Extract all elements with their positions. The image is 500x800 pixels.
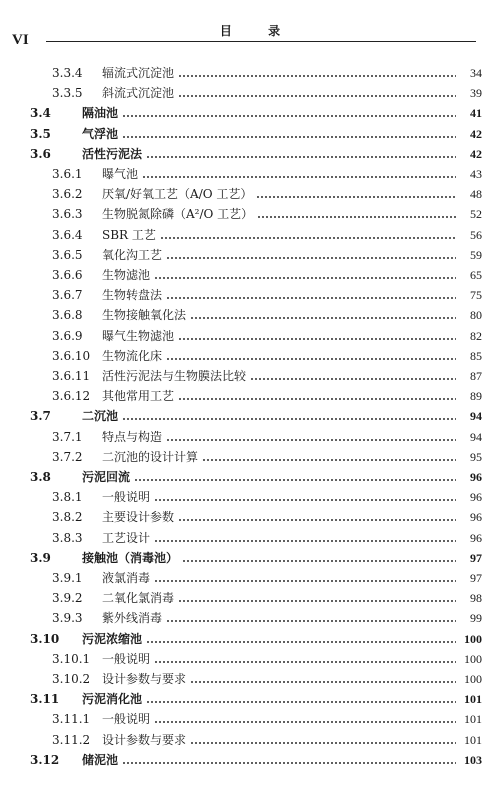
toc-entry-number: 3.9: [30, 550, 51, 565]
toc-entry-title: 接触池（消毒池）: [82, 550, 179, 565]
toc-entry-number: 3.6.6: [52, 268, 83, 282]
toc-entry-page: 101: [464, 692, 482, 707]
toc-entry-title: 气浮池: [82, 126, 119, 141]
toc-entry-title: 设计参数与要求: [102, 732, 187, 747]
toc-entry-title: 辐流式沉淀池: [102, 66, 175, 80]
toc-entry[interactable]: [52, 427, 482, 447]
toc-entry-number: 3.6.8: [52, 308, 83, 323]
toc-entry-title: 隔油池: [82, 106, 119, 121]
toc-leader-dots: [178, 600, 456, 602]
toc-entry-page: 41: [470, 106, 482, 121]
toc-entry-page: 100: [464, 651, 482, 666]
toc-leader-dots: [190, 681, 456, 683]
toc-entry-number: 3.6.7: [52, 288, 83, 303]
toc-entry[interactable]: [52, 164, 482, 184]
toc-entry[interactable]: [52, 63, 482, 83]
toc-entry-page: 103: [464, 752, 482, 767]
toc-entry-title: 一般说明: [102, 490, 151, 505]
toc-entry[interactable]: [52, 245, 482, 265]
toc-entry-page: 43: [470, 167, 482, 181]
toc-entry-page: 99: [470, 611, 482, 626]
toc-entry-number: 3.9.2: [52, 591, 83, 606]
toc-entry[interactable]: [52, 507, 482, 527]
toc-entry[interactable]: [30, 124, 482, 144]
toc-entry[interactable]: [52, 285, 482, 305]
toc-entry[interactable]: [52, 225, 482, 245]
toc-leader-dots: [178, 75, 456, 77]
toc-entry-page: 39: [470, 86, 482, 101]
toc-entry[interactable]: [30, 689, 482, 709]
toc-leader-dots: [182, 560, 456, 562]
toc-entry[interactable]: [52, 669, 482, 689]
toc-entry-page: 75: [470, 288, 482, 303]
toc-entry-number: 3.10.1: [52, 651, 91, 666]
toc-leader-dots: [178, 338, 456, 340]
toc-leader-dots: [146, 641, 456, 643]
toc-entry[interactable]: [30, 548, 482, 568]
toc-entry-number: 3.11.2: [52, 732, 91, 747]
toc-leader-dots: [160, 237, 456, 239]
toc-entry-page: 42: [470, 146, 482, 161]
page-number: VI: [12, 32, 29, 48]
toc-entry-title: 氧化沟工艺: [102, 247, 163, 262]
toc-entry-page: 98: [470, 591, 482, 606]
toc-entry-title: 液氯消毒: [102, 571, 151, 585]
toc-entry-number: 3.10: [30, 631, 60, 646]
toc-entry[interactable]: [52, 649, 482, 669]
toc-entry-number: 3.8.3: [52, 530, 83, 545]
toc-entry-number: 3.9.3: [52, 611, 83, 626]
toc-leader-dots: [190, 317, 456, 319]
toc-leader-dots: [166, 358, 456, 360]
toc-entry[interactable]: [52, 386, 482, 406]
toc-entry-number: 3.6.11: [52, 369, 91, 383]
toc-entry-number: 3.11: [30, 692, 60, 707]
toc-entry-title: SBR 工艺: [102, 227, 156, 242]
toc-entry-number: 3.8.1: [52, 490, 83, 505]
toc-entry-title: 生物转盘法: [102, 288, 163, 303]
toc-entry-number: 3.12: [30, 752, 60, 767]
toc-entry[interactable]: [52, 346, 482, 366]
toc-entry[interactable]: [52, 528, 482, 548]
toc-leader-dots: [154, 721, 456, 723]
toc-entry-number: 3.6.9: [52, 328, 83, 343]
toc-leader-dots: [122, 115, 456, 117]
toc-entry[interactable]: [52, 568, 482, 588]
toc-entry-number: 3.11.1: [52, 712, 91, 727]
toc-entry-title: 污泥回流: [82, 470, 131, 484]
toc-entry-page: 100: [464, 672, 482, 686]
toc-entry[interactable]: [30, 629, 482, 649]
toc-leader-dots: [202, 459, 456, 461]
toc-leader-dots: [154, 580, 456, 582]
toc-leader-dots: [146, 156, 456, 158]
toc-entry[interactable]: [52, 487, 482, 507]
toc-entry[interactable]: [52, 588, 482, 608]
toc-leader-dots: [178, 519, 456, 521]
toc-entry[interactable]: [30, 144, 482, 164]
toc-entry-title: 储泥池: [82, 752, 119, 767]
toc-entry-title: 生物流化床: [102, 348, 163, 363]
toc-entry-title: 工艺设计: [102, 530, 151, 545]
toc-leader-dots: [166, 257, 456, 259]
toc-entry[interactable]: [52, 305, 482, 325]
toc-entry-title: 曝气生物滤池: [102, 328, 175, 343]
toc-leader-dots: [166, 620, 456, 622]
toc-entry[interactable]: [52, 709, 482, 729]
toc-entry-number: 3.9.1: [52, 571, 83, 585]
toc-entry-number: 3.6.4: [52, 227, 83, 242]
toc-entry-page: 96: [470, 510, 482, 525]
toc-entry-number: 3.7.1: [52, 429, 83, 444]
toc-entry[interactable]: [30, 406, 482, 426]
toc-entry-title: 二氧化氯消毒: [102, 591, 175, 606]
toc-entry[interactable]: [52, 608, 482, 628]
toc-entry[interactable]: [52, 204, 482, 224]
toc-leader-dots: [166, 297, 456, 299]
toc-leader-dots: [257, 216, 456, 218]
toc-entry-number: 3.6.10: [52, 348, 91, 363]
toc-entry-title: 其他常用工艺: [102, 389, 175, 404]
toc-entry-page: 101: [464, 712, 482, 727]
toc-entry-page: 94: [470, 429, 482, 444]
toc-entry[interactable]: [52, 326, 482, 346]
toc-leader-dots: [250, 378, 456, 380]
toc-entry-page: 95: [470, 449, 482, 464]
toc-leader-dots: [190, 742, 456, 744]
toc-entry-title: 污泥浓缩池: [82, 631, 143, 646]
toc-entry[interactable]: [52, 83, 482, 103]
toc-entry-title: 污泥消化池: [82, 692, 143, 707]
toc-entry-title: 厌氧/好氧工艺（A/O 工艺）: [102, 187, 253, 202]
toc-entry-page: 89: [470, 389, 482, 404]
toc-entry[interactable]: [30, 103, 482, 123]
toc-entry-number: 3.8.2: [52, 510, 83, 525]
toc-leader-dots: [154, 277, 456, 279]
toc-entry-page: 94: [470, 409, 482, 424]
toc-entry[interactable]: [52, 366, 482, 386]
toc-entry-title: 特点与构造: [102, 429, 163, 444]
toc-entry-number: 3.10.2: [52, 672, 91, 686]
toc-leader-dots: [122, 762, 456, 764]
toc-entry-page: 97: [470, 571, 482, 585]
toc-entry-page: 48: [470, 187, 482, 202]
toc-entry-title: 主要设计参数: [102, 510, 175, 525]
toc-entry-number: 3.6: [30, 146, 51, 161]
toc-entry[interactable]: [30, 750, 482, 770]
toc-entry-number: 3.6.1: [52, 167, 83, 181]
toc-entry-title: 生物接触氧化法: [102, 308, 187, 323]
toc-entry-number: 3.8: [30, 470, 51, 484]
toc-entry-number: 3.6.12: [52, 389, 91, 404]
toc-entry-page: 100: [464, 631, 482, 646]
toc-entry-title: 活性污泥法与生物膜法比较: [102, 369, 247, 383]
page-header: [0, 0, 500, 48]
toc-entry-number: 3.6.5: [52, 247, 83, 262]
toc-entry-title: 一般说明: [102, 651, 151, 666]
toc-entry-number: 3.7: [30, 409, 51, 424]
toc-entry-page: 97: [470, 550, 482, 565]
toc-entry-number: 3.7.2: [52, 449, 83, 464]
toc-entry-page: 42: [470, 126, 482, 141]
page-title: 目 录: [219, 24, 297, 38]
toc-entry-title: 曝气池: [102, 167, 139, 181]
toc-entry[interactable]: [52, 730, 482, 750]
toc-entry-number: 3.6.3: [52, 207, 83, 222]
toc-leader-dots: [154, 540, 456, 542]
toc-entry-page: 65: [470, 268, 482, 282]
toc-entry-page: 59: [470, 247, 482, 262]
toc-entry[interactable]: [30, 467, 482, 487]
toc-entry-title: 生物脱氮除磷（A²/O 工艺）: [102, 207, 254, 222]
toc-leader-dots: [142, 176, 456, 178]
toc-entry-title: 斜流式沉淀池: [102, 86, 175, 101]
toc-entry-page: 80: [470, 308, 482, 323]
toc-entry-title: 生物滤池: [102, 268, 151, 282]
toc-entry-title: 设计参数与要求: [102, 672, 187, 686]
toc-entry-page: 87: [470, 369, 482, 383]
toc-leader-dots: [178, 95, 456, 97]
toc-entry-page: 96: [470, 490, 482, 505]
toc-leader-dots: [178, 398, 456, 400]
toc-entry-title: 一般说明: [102, 712, 151, 727]
toc-leader-dots: [122, 418, 456, 420]
toc-entry-title: 二沉池的设计计算: [102, 449, 199, 464]
toc-entry-number: 3.3.4: [52, 66, 83, 80]
toc-entry-page: 96: [470, 470, 482, 484]
toc-entry-title: 紫外线消毒: [102, 611, 163, 626]
toc-entry-number: 3.3.5: [52, 86, 83, 101]
header-divider: [46, 41, 476, 42]
toc-entry-number: 3.4: [30, 106, 51, 121]
toc-entry-page: 52: [470, 207, 482, 222]
toc-entry[interactable]: [52, 447, 482, 467]
toc-entry-title: 活性污泥法: [82, 146, 143, 161]
toc-entry-page: 96: [470, 530, 482, 545]
toc-leader-dots: [154, 661, 456, 663]
toc-entry-page: 34: [470, 66, 482, 80]
toc-leader-dots: [154, 499, 456, 501]
toc-entry-title: 二沉池: [82, 409, 119, 424]
toc-entry[interactable]: [52, 184, 482, 204]
toc-entry-page: 56: [470, 227, 482, 242]
toc-leader-dots: [166, 439, 456, 441]
toc-entry-page: 82: [470, 328, 482, 343]
toc-entry-page: 101: [464, 732, 482, 747]
toc-leader-dots: [146, 701, 456, 703]
toc-leader-dots: [122, 136, 456, 138]
toc-entry-page: 85: [470, 348, 482, 363]
toc-entry-number: 3.5: [30, 126, 51, 141]
toc-entry-number: 3.6.2: [52, 187, 83, 202]
toc-leader-dots: [256, 196, 456, 198]
toc-leader-dots: [134, 479, 456, 481]
toc-entry[interactable]: [52, 265, 482, 285]
